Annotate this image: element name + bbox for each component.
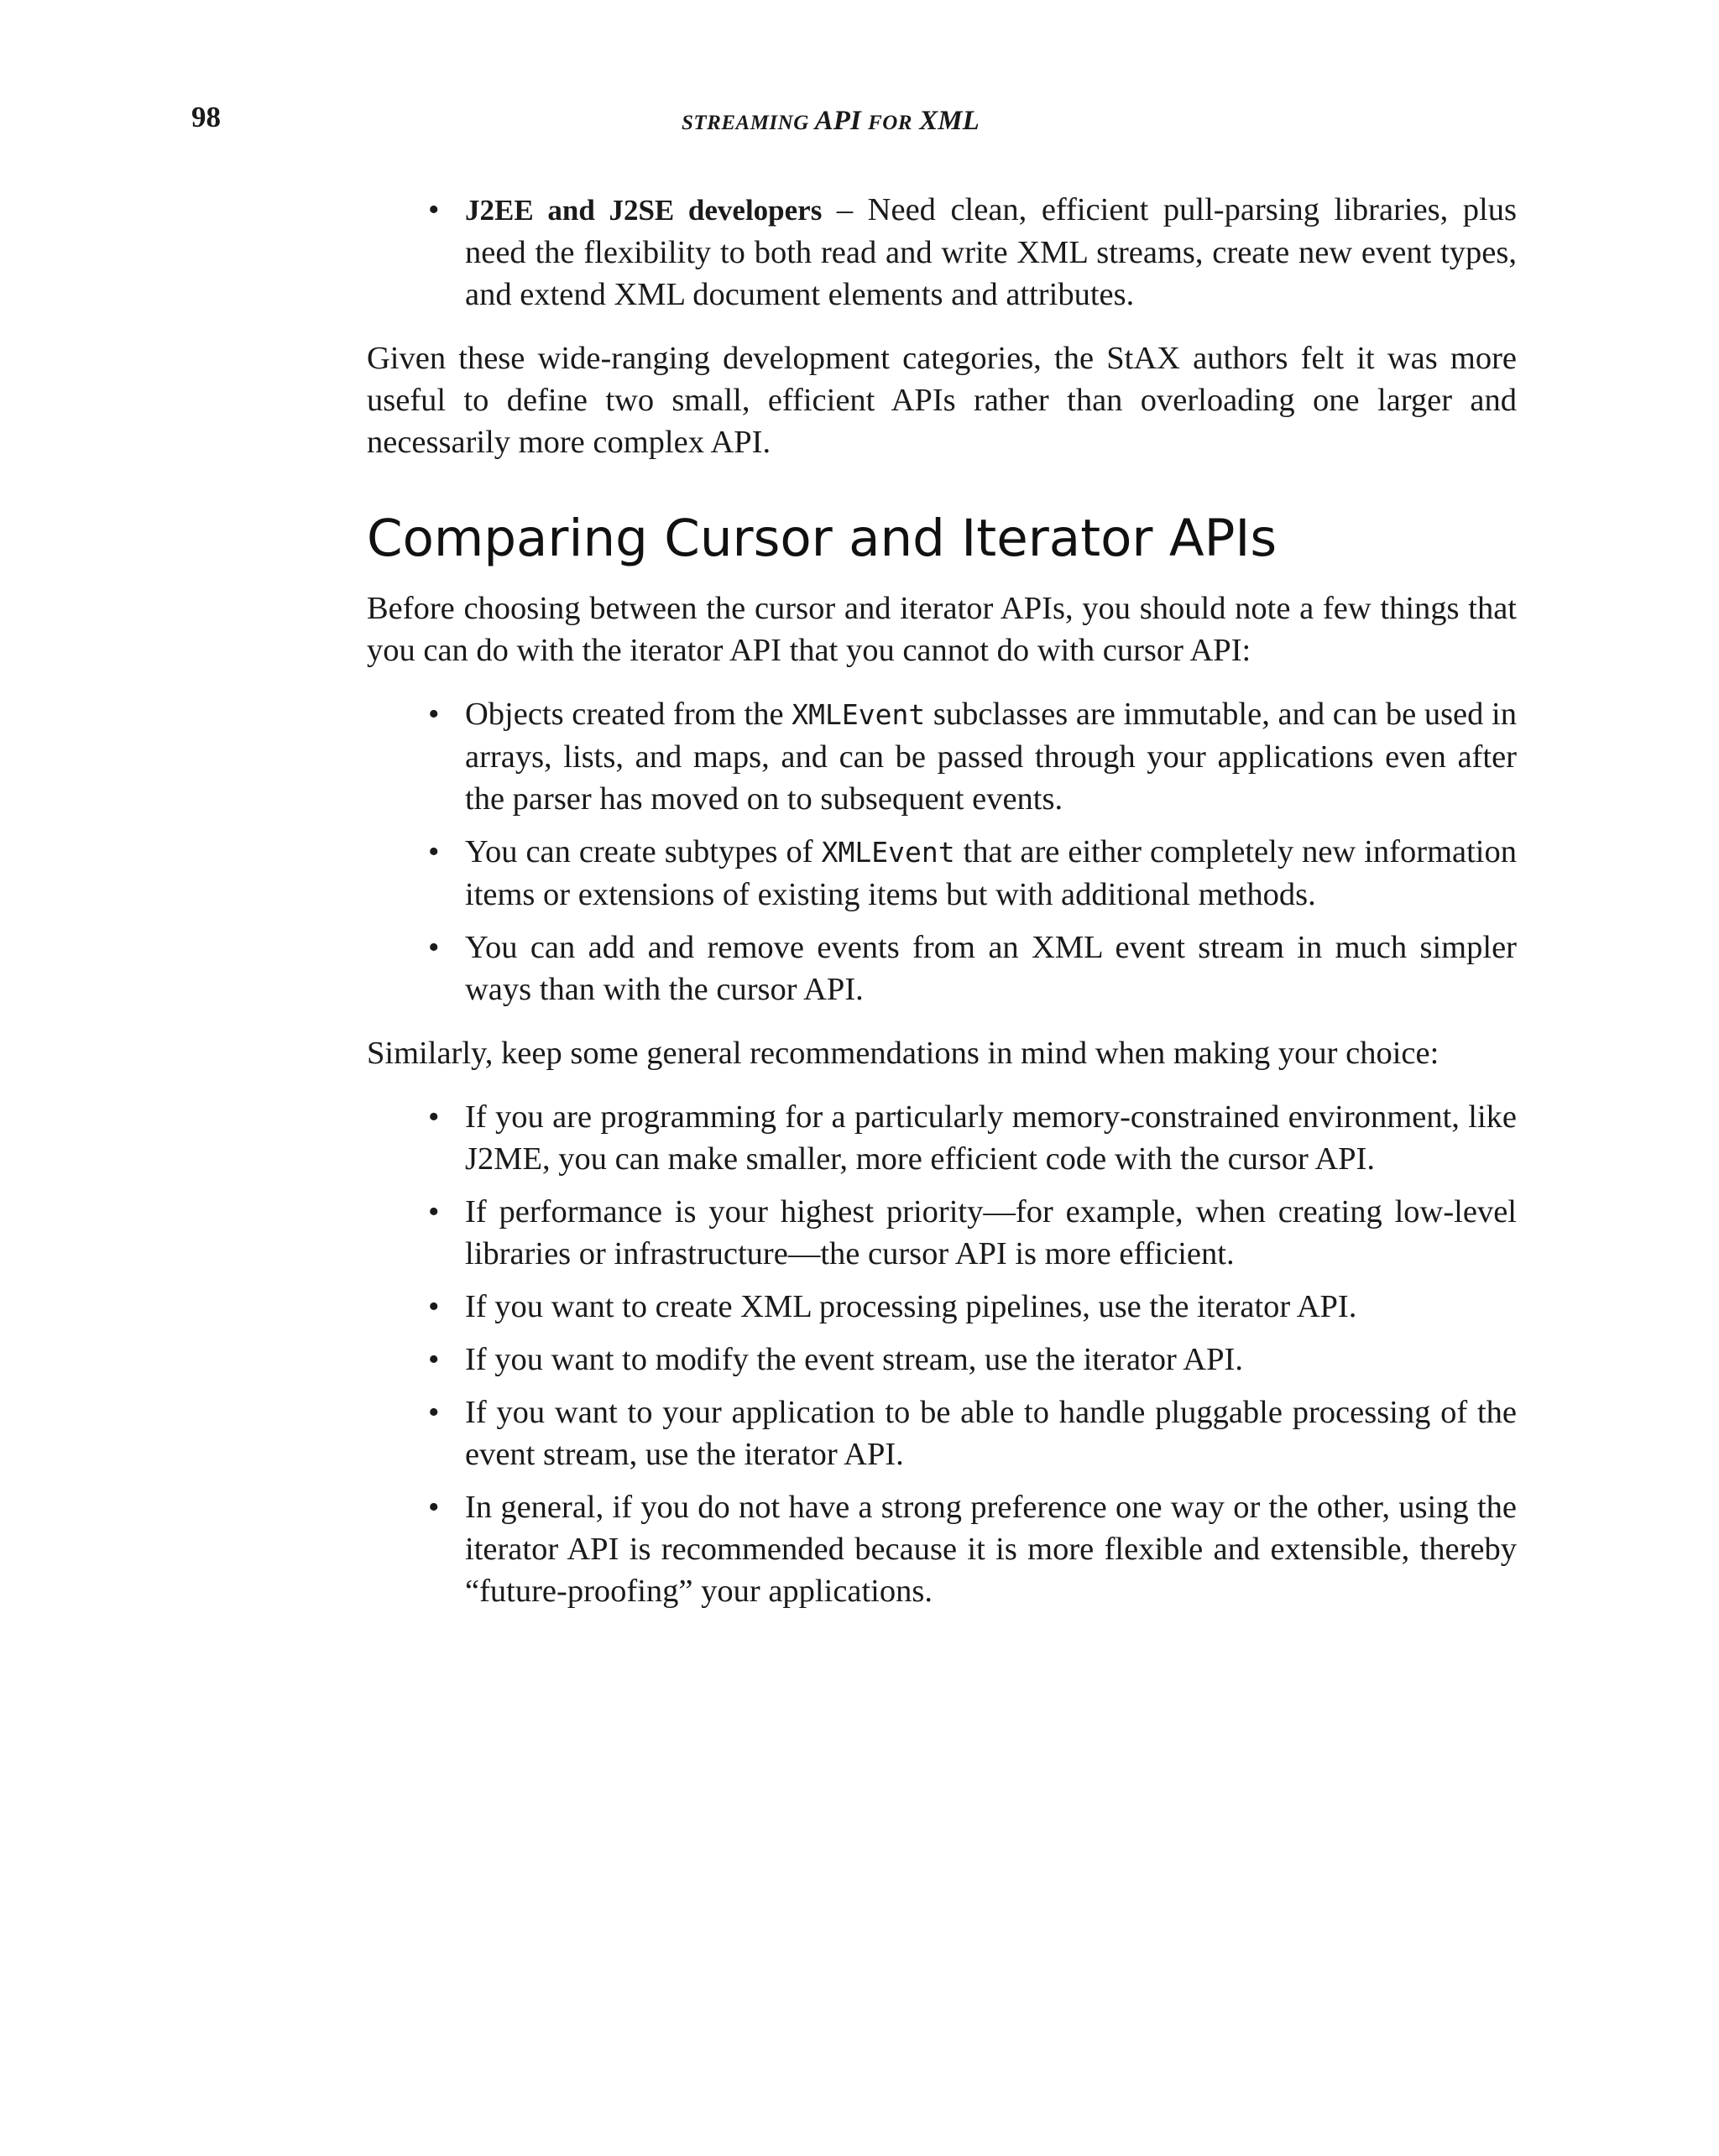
bullet-mark: • [428, 1490, 440, 1525]
list-item-text: – Need clean, efficient pull-parsing libraries, plus need the flexibility to both read and write XML streams, create new event types, and extend XML document elements and attributes. [465, 192, 1517, 312]
list-item [367, 189, 1517, 316]
running-head-word: STREAMING [682, 112, 809, 134]
list-item-text: If you want to your application to be able to handle pluggable processing of the event stream, use the iterator API. [465, 1395, 1517, 1472]
paragraph: Before choosing between the cursor and iterator APIs, you should note a few things that you can do with the iterator API that you cannot do with cursor API: [367, 591, 1517, 668]
paragraph: Similarly, keep some general recommendations in mind when making your choice: [367, 1036, 1439, 1071]
list-item-text: If you want to create XML processing pipelines, use the iterator API. [465, 1289, 1357, 1324]
list-item [367, 1339, 1517, 1381]
list-item-text: subclasses are immutable, and can be used in arrays, lists, and maps, and can be passed through your applications even after the parser has moved on to subsequent events. [465, 697, 1517, 817]
list-item-text: You can create subtypes of [465, 834, 822, 869]
bullet-mark: • [428, 1099, 440, 1135]
list-item-text: If you are programming for a particularly memory-constrained environment, like J2ME, you can make smaller, more efficient code with the cursor API. [465, 1099, 1517, 1177]
list-item-text: If performance is your highest priority—for example, when creating low-level libraries or infrastructure—the cursor API is more efficient. [465, 1194, 1517, 1271]
developer-category-list [367, 189, 1517, 316]
list-item [367, 1096, 1517, 1180]
bullet-mark: • [428, 1194, 440, 1229]
running-head-word: FOR [868, 112, 912, 134]
running-head-word: XML [919, 106, 980, 136]
list-item [367, 1191, 1517, 1275]
list-item-text: that are either completely new information items or extensions of existing items but with additional methods. [465, 834, 1517, 912]
bullet-mark: • [428, 834, 440, 869]
list-item-text: Objects created from the [465, 697, 792, 732]
bullet-mark: • [428, 930, 440, 965]
iterator-advantages-list [367, 693, 1517, 1010]
list-item-text: If you want to modify the event stream, use the iterator API. [465, 1342, 1243, 1377]
list-item [367, 1391, 1517, 1475]
list-item [367, 693, 1517, 820]
bullet-mark: • [428, 1289, 440, 1324]
recommendations-list [367, 1096, 1517, 1612]
code-xmlevent: XMLEvent [821, 836, 955, 869]
running-head [682, 104, 980, 140]
list-item [367, 927, 1517, 1010]
page-number: 98 [191, 101, 221, 133]
bullet-mark: • [428, 1342, 440, 1377]
list-item-text: In general, if you do not have a strong preference one way or the other, using the iterator API is recommended because it is more flexible and extensible, thereby “future-proofing” your applications. [465, 1490, 1517, 1609]
bullet-mark: • [428, 1395, 440, 1430]
section-heading: Comparing Cursor and Iterator APIs [367, 509, 1277, 568]
list-item [367, 831, 1517, 916]
code-xmlevent: XMLEvent [792, 698, 926, 731]
paragraph: Given these wide-ranging development categories, the StAX authors felt it was more useful to define two small, efficient APIs rather than overloading one larger and necessarily more complex API. [367, 341, 1517, 460]
bullet-mark: • [428, 192, 440, 227]
list-item-lead: J2EE and J2SE developers [465, 194, 823, 227]
page-content [367, 189, 1517, 1612]
running-head-word: API [814, 106, 861, 136]
bullet-mark: • [428, 697, 440, 732]
list-item-text: You can add and remove events from an XML event stream in much simpler ways than with the cursor API. [465, 930, 1517, 1007]
list-item [367, 1286, 1517, 1328]
list-item [367, 1486, 1517, 1612]
